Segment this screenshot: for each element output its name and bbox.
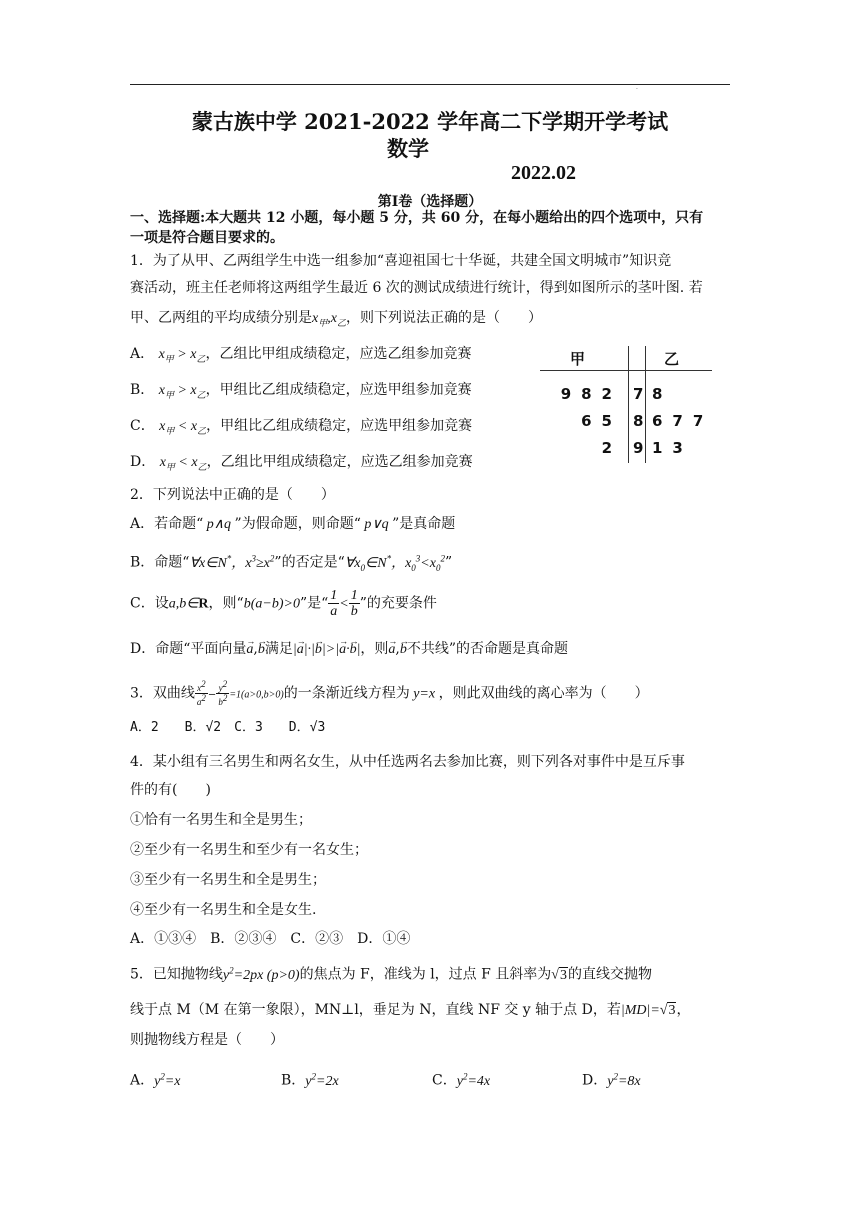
sqrt-3-md: √3 bbox=[659, 1003, 676, 1018]
exam-date: 2022.02 bbox=[511, 162, 576, 184]
q4-event-1: ①恰有一名男生和全是男生； bbox=[130, 812, 312, 828]
q5-line2-text: 线于点 M（M 在第一象限），MN⊥l，垂足为 N，直线 NF 交 y 轴于点 D，若 bbox=[130, 1002, 621, 1018]
q2-d-part3: ，则 bbox=[360, 641, 389, 657]
q2-a-part3: ”是真命题 bbox=[392, 516, 456, 532]
fraction-x2-a2: $\frac{x^2}{a^2}$ bbox=[196, 679, 206, 707]
q2-b-part3: ” bbox=[444, 554, 453, 571]
q3-part2: 的一条渐近线方程为 bbox=[283, 685, 410, 702]
q5-part3: 的直线交抛物 bbox=[567, 966, 652, 983]
q1-line1: 1．为了从甲、乙两组学生中选一组参加“喜迎祖国七十华诞，共建全国文明城市”知识竞 bbox=[130, 253, 672, 269]
q5-d-label: D． bbox=[582, 1072, 608, 1089]
q4-event-2: ②至少有一名男生和至少有一名女生； bbox=[130, 842, 368, 858]
q5-part2: 的焦点为 F，准线为 l，过点 F 且斜率为 bbox=[299, 966, 552, 983]
section1-line2: 一项是符合题目要求的。 bbox=[130, 230, 284, 246]
q2-d-part4: 不共线”的否命题是真命题 bbox=[406, 641, 569, 657]
q5-option-d[interactable]: D．$y^2=8x$ bbox=[582, 1071, 641, 1089]
q5-part1: 5．已知抛物线 bbox=[130, 966, 223, 983]
stem-leaf-right-leaves: 677 bbox=[652, 412, 714, 430]
q2-option-a[interactable]: A．若命题“ p∧q ”为假命题，则命题“ p∨q ”是真命题 bbox=[130, 516, 456, 532]
q3-part3: ，则此双曲线的离心率为（ ） bbox=[438, 685, 649, 702]
q3-part1: 3．双曲线 bbox=[130, 685, 195, 702]
q5-option-a[interactable]: A．$y^2=x$ bbox=[130, 1071, 181, 1089]
q1-line2: 赛活动，班主任老师将这两组学生最近 6 次的测试成绩进行统计，得到如图所示的茎叶图. 若 bbox=[130, 280, 703, 296]
exam-title: 蒙古族中学 2021-2022 学年高二下学期开学考试 bbox=[191, 109, 669, 134]
stem-leaf-left-header: 甲 bbox=[570, 350, 586, 368]
subject-title: 数学 bbox=[387, 136, 429, 161]
q1-option-b-text: ，甲组比乙组成绩稳定，应选甲组参加竞赛 bbox=[205, 382, 472, 398]
stem-leaf-left-leaves: 982 bbox=[560, 385, 622, 403]
stem-leaf-right-leaves: 13 bbox=[652, 439, 693, 457]
q1-option-a-text: ，乙组比甲组成绩稳定，应选乙组参加竞赛 bbox=[205, 346, 472, 362]
q4-options[interactable]: A．①③④ B．②③④ C．②③ D．①④ bbox=[130, 931, 411, 947]
q2-c-part1: C．设 bbox=[130, 595, 169, 612]
stem-leaf-row bbox=[540, 412, 712, 432]
volume-title: 第Ⅰ卷（选择题） bbox=[377, 194, 483, 210]
q1-option-a[interactable]: A． $x_甲 > x_乙$，乙组比甲组成绩稳定，应选乙组参加竞赛 bbox=[130, 346, 472, 364]
q5-line1: 5．已知抛物线$y^2=2px$ (p>0)的焦点为 F，准线为 l，过点 F 且斜率为√3的直线交抛物 bbox=[130, 965, 652, 983]
q1-line3b: ，则下列说法正确的是（ ） bbox=[345, 310, 542, 326]
q2-option-c[interactable]: C．设a,b∈R，则“b(a−b)>0”是“ $\frac{1}{a}$ < $\frac{1}{b}$ ”的充要条件 bbox=[130, 588, 437, 619]
q5-c-label: C． bbox=[432, 1072, 457, 1089]
stem-leaf-stem: 8 bbox=[633, 412, 644, 430]
stem-leaf-right-header: 乙 bbox=[664, 350, 680, 368]
q1-option-d-text: ，乙组比甲组成绩稳定，应选乙组参加竞赛 bbox=[206, 454, 473, 470]
q2-option-d[interactable]: D．命题“平面向量→ a,→ b满足|→ a|·|→ b|>|→ a·→ b|，则→ a,→ b不共线”的否命题是真命题 bbox=[130, 639, 568, 660]
q2-c-part3: ”是“ bbox=[299, 595, 329, 612]
q2-a-part1: A．若命题“ bbox=[130, 516, 204, 532]
stem-leaf-left-leaves: 65 bbox=[581, 412, 622, 430]
q5-line2: 线于点 M（M 在第一象限），MN⊥l，垂足为 N，直线 NF 交 y 轴于点 D，若|MD|=√3， bbox=[130, 1002, 691, 1018]
stem-leaf-row bbox=[540, 385, 712, 405]
mark-dot: · bbox=[636, 86, 638, 93]
stem-leaf-right-leaves: 8 bbox=[652, 385, 673, 403]
stem-leaf-row bbox=[540, 439, 712, 459]
q2-stem: 2．下列说法中正确的是（ ） bbox=[130, 487, 335, 503]
q5-a-label: A． bbox=[130, 1072, 155, 1089]
q3-options[interactable]: A．2 B．√2 C．3 D．√3 bbox=[130, 720, 326, 735]
q1-option-c-text: ，甲组比乙组成绩稳定，应选甲组参加竞赛 bbox=[206, 418, 473, 434]
q5-line3: 则抛物线方程是（ ） bbox=[130, 1032, 284, 1048]
q3-stem: 3．双曲线 $\frac{x^2}{a^2}$ − $\frac{y^2}{b^2}$ =1(a>0,b>0)的一条渐近线方程为 y=x ，则此双曲线的离心率为（ ） bbox=[130, 679, 649, 707]
q2-c-part2: ，则“ bbox=[208, 595, 244, 612]
stem-leaf-left-leaves: 2 bbox=[601, 439, 622, 457]
q5-b-label: B． bbox=[281, 1072, 306, 1089]
q1-means: $x_甲,x_乙$ bbox=[312, 311, 346, 328]
q1-option-c[interactable]: C． $x_甲 < x_乙$，甲组比乙组成绩稳定，应选甲组参加竞赛 bbox=[130, 418, 473, 436]
q2-d-part1: D．命题“平面向量 bbox=[130, 641, 247, 657]
q1-option-d[interactable]: D． $x_甲 < x_乙$，乙组比甲组成绩稳定，应选乙组参加竞赛 bbox=[130, 454, 473, 472]
q1-line3a: 甲、乙两组的平均成绩分别是 bbox=[130, 310, 312, 326]
fraction-y2-b2: $\frac{y^2}{b^2}$ bbox=[218, 679, 228, 707]
q5-option-b[interactable]: B．$y^2=2x$ bbox=[281, 1071, 339, 1089]
stem-leaf-header-rule bbox=[540, 370, 712, 371]
stem-leaf-plot bbox=[540, 346, 712, 466]
header-rule bbox=[130, 84, 730, 85]
q4-event-4: ④至少有一名男生和全是女生. bbox=[130, 902, 317, 918]
fraction-1-over-a: $\frac{1}{a}$ bbox=[330, 588, 338, 619]
q4-event-3: ③至少有一名男生和全是男生； bbox=[130, 872, 326, 888]
stem-leaf-stem: 7 bbox=[633, 385, 644, 403]
q4-line2: 件的有( ) bbox=[130, 782, 211, 798]
section1-line1: 一、选择题:本大题共 12 小题，每小题 5 分，共 60 分，在每小题给出的四个选项中，只有 bbox=[130, 210, 704, 226]
q2-d-part2: 满足 bbox=[264, 641, 293, 657]
stem-leaf-stem: 9 bbox=[633, 439, 644, 457]
q2-c-part4: ”的充要条件 bbox=[359, 595, 437, 612]
q4-line1: 4．某小组有三名男生和两名女生，从中任选两名去参加比赛，则下列各对事件中是互斥事 bbox=[130, 754, 685, 770]
q2-b-part1: B．命题“ bbox=[130, 554, 190, 571]
q2-a-part2: ”为假命题，则命题“ bbox=[234, 516, 361, 532]
q1-line3 bbox=[130, 308, 542, 333]
q1-option-b[interactable]: B． $x_甲 > x_乙$，甲组比乙组成绩稳定，应选甲组参加竞赛 bbox=[130, 382, 472, 400]
q2-option-b[interactable]: B．命题“∀x∈N*，$x^3\ge x^2$”的否定是“$\forall x_0\in N^*$，$x_0^3<x_0^2$” bbox=[130, 553, 453, 573]
sqrt-3: √3 bbox=[551, 967, 567, 983]
fraction-1-over-b: $\frac{1}{b}$ bbox=[350, 588, 358, 619]
q5-option-c[interactable]: C．$y^2=4x$ bbox=[432, 1071, 491, 1089]
q2-b-part2: ”的否定是“ bbox=[274, 554, 345, 571]
